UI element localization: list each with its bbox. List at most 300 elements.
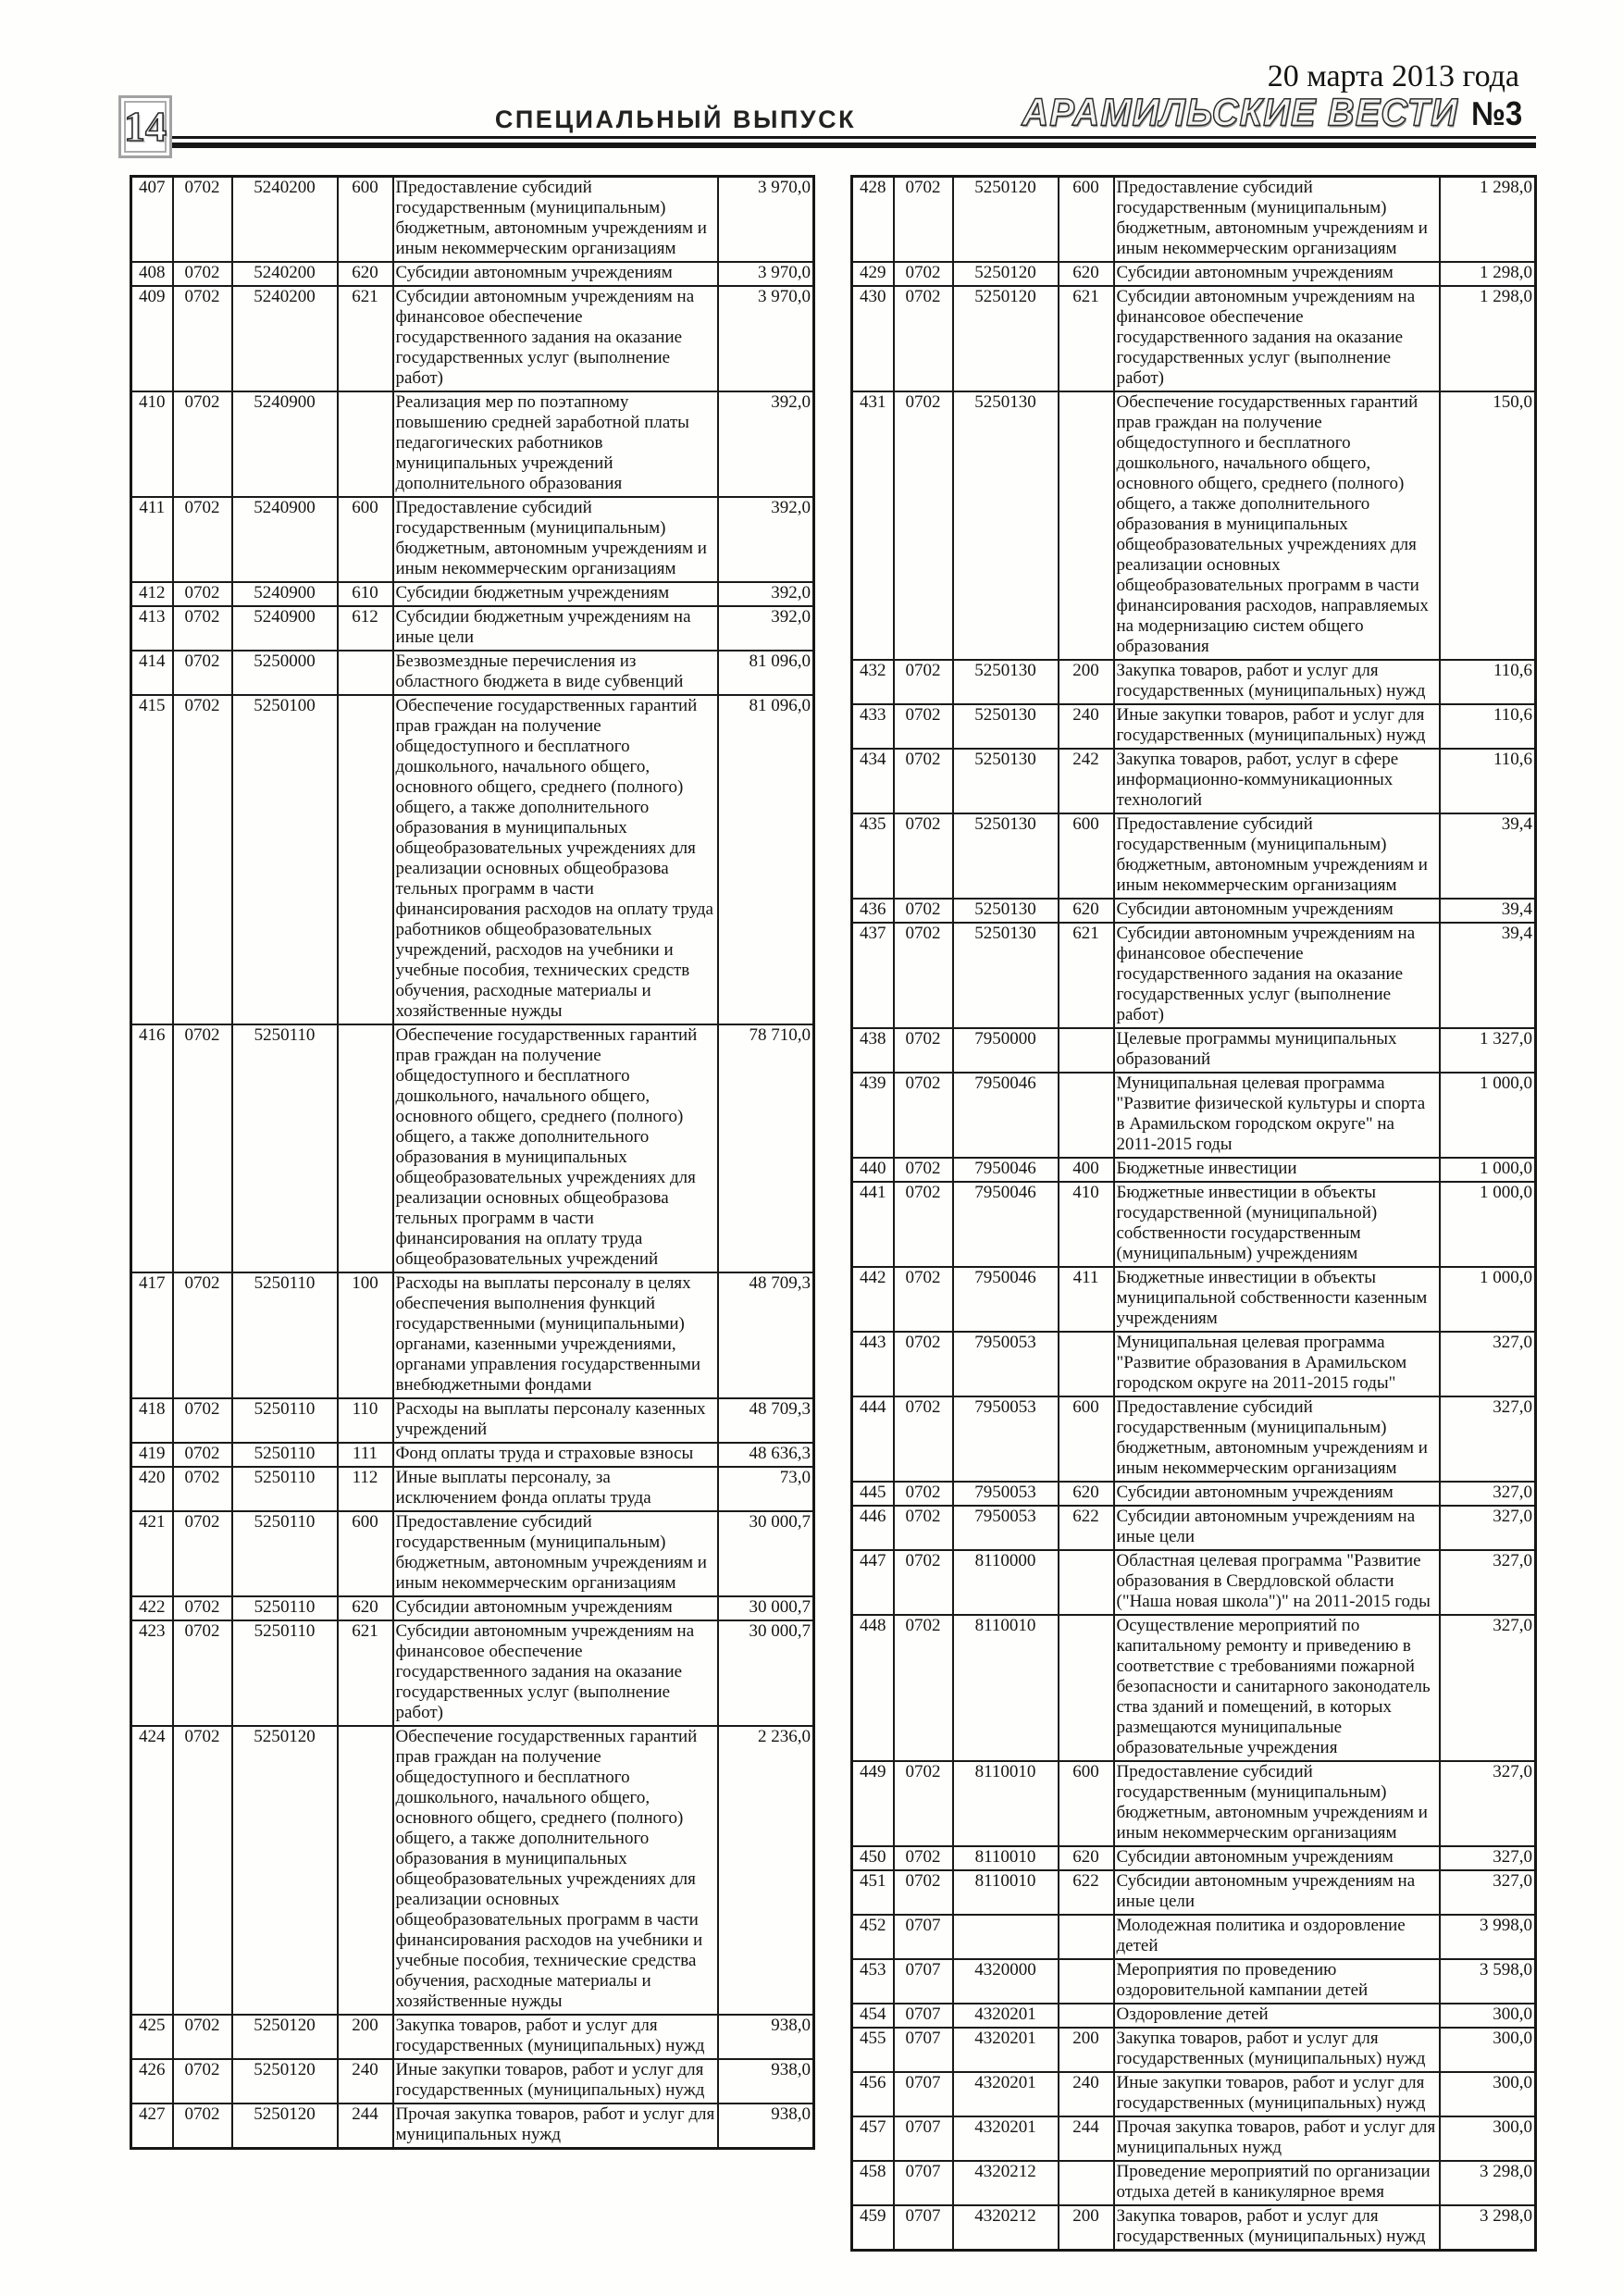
expense-type-code: 600 <box>1059 1761 1114 1846</box>
expense-type-code <box>338 695 393 1024</box>
expense-type-code: 600 <box>1059 1396 1114 1482</box>
amount: 392,0 <box>718 606 814 651</box>
target-article-code: 4320201 <box>953 2004 1059 2028</box>
table-row <box>852 1332 1536 1396</box>
row-number: 454 <box>852 2004 894 2028</box>
amount: 327,0 <box>1440 1506 1536 1550</box>
table-row <box>131 497 814 582</box>
table-row <box>852 2205 1536 2251</box>
expense-type-code: 600 <box>1059 813 1114 899</box>
amount: 3 598,0 <box>1440 1959 1536 2004</box>
target-article-code: 5240900 <box>232 391 338 497</box>
amount: 1 000,0 <box>1440 1158 1536 1182</box>
expense-name: Прочая закупка товаров, работ и услуг для муниципальных нужд <box>393 2104 718 2149</box>
table-row <box>852 1846 1536 1870</box>
row-number: 428 <box>852 177 894 263</box>
row-number: 453 <box>852 1959 894 2004</box>
target-article-code: 5240200 <box>232 177 338 263</box>
target-article-code: 7950046 <box>953 1158 1059 1182</box>
table-row <box>852 391 1536 660</box>
expense-type-code: 620 <box>338 262 393 286</box>
expense-name: Иные закупки товаров, работ и услуг для государственных (муниципальных) нужд <box>1114 2072 1440 2116</box>
section-code: 0702 <box>894 704 953 749</box>
section-code: 0702 <box>894 1396 953 1482</box>
expense-name: Субсидии бюджетным учреждениям <box>393 582 718 606</box>
expense-type-code: 200 <box>1059 2028 1114 2072</box>
amount: 938,0 <box>718 2104 814 2149</box>
section-code: 0702 <box>894 286 953 391</box>
amount: 81 096,0 <box>718 651 814 695</box>
row-number: 420 <box>131 1467 173 1511</box>
target-article-code: 5250130 <box>953 899 1059 923</box>
row-number: 446 <box>852 1506 894 1550</box>
section-code: 0702 <box>894 1332 953 1396</box>
table-row <box>131 1024 814 1272</box>
row-number: 441 <box>852 1182 894 1267</box>
target-article-code: 5250110 <box>232 1398 338 1443</box>
expense-name: Мероприятия по проведению оздоровительной кампании детей <box>1114 1959 1440 2004</box>
target-article-code: 7950046 <box>953 1267 1059 1332</box>
expense-type-code <box>1059 1028 1114 1073</box>
header-rule <box>169 136 1536 148</box>
amount: 30 000,7 <box>718 1620 814 1726</box>
expense-type-code: 620 <box>1059 262 1114 286</box>
expense-type-code: 610 <box>338 582 393 606</box>
row-number: 437 <box>852 923 894 1028</box>
page-number-inner-frame <box>124 101 167 153</box>
section-title: СПЕЦИАЛЬНЫЙ ВЫПУСК <box>494 105 857 133</box>
table-row <box>131 651 814 695</box>
expense-type-code: 622 <box>1059 1870 1114 1915</box>
section-code: 0702 <box>894 1846 953 1870</box>
table-row <box>852 1396 1536 1482</box>
expense-type-code: 200 <box>1059 2205 1114 2251</box>
amount: 48 709,3 <box>718 1398 814 1443</box>
expense-name: Иные закупки товаров, работ и услуг для государственных (муниципальных) нужд <box>1114 704 1440 749</box>
table-row <box>852 177 1536 263</box>
section-code: 0702 <box>894 813 953 899</box>
expense-type-code: 100 <box>338 1272 393 1398</box>
section-code: 0702 <box>173 2015 232 2059</box>
section-code: 0707 <box>894 2205 953 2251</box>
expense-type-code: 621 <box>1059 923 1114 1028</box>
budget-table-left-column <box>130 175 815 2150</box>
table-row <box>131 1620 814 1726</box>
target-article-code: 5250130 <box>953 660 1059 704</box>
target-article-code: 4320212 <box>953 2161 1059 2205</box>
amount: 300,0 <box>1440 2072 1536 2116</box>
amount: 300,0 <box>1440 2004 1536 2028</box>
amount: 110,6 <box>1440 704 1536 749</box>
table-row <box>852 1182 1536 1267</box>
expense-name: Субсидии автономным учреждениям на финансовое обеспечение государственного задания на оказание государственных услуг (выполнение работ) <box>1114 286 1440 391</box>
expense-type-code: 240 <box>1059 704 1114 749</box>
amount: 1 000,0 <box>1440 1267 1536 1332</box>
expense-name: Безвозмездные перечисления из областного бюджета в виде субвенций <box>393 651 718 695</box>
expense-type-code: 621 <box>1059 286 1114 391</box>
table-row <box>131 2059 814 2104</box>
section-code: 0707 <box>894 2161 953 2205</box>
target-article-code: 5250110 <box>232 1467 338 1511</box>
amount: 1 298,0 <box>1440 262 1536 286</box>
row-number: 415 <box>131 695 173 1024</box>
table-row <box>852 749 1536 813</box>
section-code: 0702 <box>173 1398 232 1443</box>
expense-type-code <box>338 1726 393 2015</box>
section-code: 0707 <box>894 2004 953 2028</box>
target-article-code: 5250120 <box>953 262 1059 286</box>
expense-name: Реализация мер по поэтапному повышению средней заработной платы педагогических работников муниципальных учреждений дополнительного образования <box>393 391 718 497</box>
expense-type-code: 620 <box>1059 1482 1114 1506</box>
row-number: 445 <box>852 1482 894 1506</box>
target-article-code <box>953 1915 1059 1959</box>
section-code: 0702 <box>173 1272 232 1398</box>
section-code: 0702 <box>173 1726 232 2015</box>
amount: 3 298,0 <box>1440 2161 1536 2205</box>
issue-date: 20 марта 2013 года <box>1267 59 1519 93</box>
amount: 327,0 <box>1440 1761 1536 1846</box>
section-code: 0702 <box>173 651 232 695</box>
target-article-code: 8110010 <box>953 1615 1059 1761</box>
expense-type-code <box>1059 1615 1114 1761</box>
section-code: 0707 <box>894 1959 953 2004</box>
target-article-code: 5250110 <box>232 1620 338 1726</box>
expense-name: Оздоровление детей <box>1114 2004 1440 2028</box>
table-row <box>852 1073 1536 1158</box>
target-article-code: 5250120 <box>232 1726 338 2015</box>
expense-name: Предоставление субсидий государственным (муниципальным) бюджетным, автономным учреждениям и иным некоммерческим организациям <box>1114 1396 1440 1482</box>
section-code: 0702 <box>173 582 232 606</box>
section-code: 0702 <box>173 391 232 497</box>
table-row <box>131 695 814 1024</box>
row-number: 447 <box>852 1550 894 1615</box>
amount: 30 000,7 <box>718 1511 814 1596</box>
section-code: 0702 <box>173 695 232 1024</box>
section-code: 0702 <box>894 391 953 660</box>
row-number: 452 <box>852 1915 894 1959</box>
amount: 300,0 <box>1440 2116 1536 2161</box>
amount: 81 096,0 <box>718 695 814 1024</box>
section-code: 0707 <box>894 2072 953 2116</box>
table-row <box>852 286 1536 391</box>
expense-type-code <box>1059 2161 1114 2205</box>
row-number: 456 <box>852 2072 894 2116</box>
row-number: 412 <box>131 582 173 606</box>
expense-name: Муниципальная целевая программа "Развитие образования в Арамильском городском округе на 2011-2015 годы" <box>1114 1332 1440 1396</box>
amount: 327,0 <box>1440 1482 1536 1506</box>
section-code: 0702 <box>894 1182 953 1267</box>
target-article-code: 5250130 <box>953 391 1059 660</box>
amount: 392,0 <box>718 391 814 497</box>
row-number: 435 <box>852 813 894 899</box>
expense-name: Предоставление субсидий государственным (муниципальным) бюджетным, автономным учреждениям и иным некоммерческим организациям <box>1114 177 1440 263</box>
expense-type-code: 111 <box>338 1443 393 1467</box>
row-number: 455 <box>852 2028 894 2072</box>
table-row <box>131 1443 814 1467</box>
row-number: 440 <box>852 1158 894 1182</box>
row-number: 442 <box>852 1267 894 1332</box>
table-row <box>131 262 814 286</box>
target-article-code: 7950053 <box>953 1506 1059 1550</box>
amount: 327,0 <box>1440 1396 1536 1482</box>
expense-name: Субсидии автономным учреждениям на финансовое обеспечение государственного задания на оказание государственных услуг (выполнение работ) <box>1114 923 1440 1028</box>
expense-type-code <box>1059 1915 1114 1959</box>
expense-name: Субсидии бюджетным учреждениям на иные цели <box>393 606 718 651</box>
expense-name: Предоставление субсидий государственным (муниципальным) бюджетным, автономным учреждениям и иным некоммерческим организациям <box>1114 813 1440 899</box>
row-number: 436 <box>852 899 894 923</box>
table-row <box>852 1761 1536 1846</box>
section-code: 0707 <box>894 2028 953 2072</box>
table-row <box>131 582 814 606</box>
section-code: 0702 <box>894 660 953 704</box>
amount: 938,0 <box>718 2015 814 2059</box>
expense-type-code <box>338 1024 393 1272</box>
target-article-code: 8110000 <box>953 1550 1059 1615</box>
row-number: 410 <box>131 391 173 497</box>
row-number: 418 <box>131 1398 173 1443</box>
target-article-code: 5250110 <box>232 1511 338 1596</box>
section-code: 0702 <box>173 1467 232 1511</box>
target-article-code: 7950053 <box>953 1482 1059 1506</box>
target-article-code: 4320201 <box>953 2072 1059 2116</box>
table-row <box>852 1915 1536 1959</box>
target-article-code: 5250130 <box>953 749 1059 813</box>
table-row <box>852 1158 1536 1182</box>
expense-name: Закупка товаров, работ и услуг для государственных (муниципальных) нужд <box>393 2015 718 2059</box>
expense-name: Субсидии автономным учреждениям на иные цели <box>1114 1870 1440 1915</box>
row-number: 421 <box>131 1511 173 1596</box>
table-row <box>852 704 1536 749</box>
expense-type-code: 411 <box>1059 1267 1114 1332</box>
amount: 78 710,0 <box>718 1024 814 1272</box>
table-row <box>131 1511 814 1596</box>
amount: 3 970,0 <box>718 286 814 391</box>
target-article-code: 5250120 <box>953 286 1059 391</box>
row-number: 438 <box>852 1028 894 1073</box>
row-number: 429 <box>852 262 894 286</box>
section-code: 0702 <box>894 749 953 813</box>
target-article-code: 4320212 <box>953 2205 1059 2251</box>
row-number: 419 <box>131 1443 173 1467</box>
table-row <box>852 2004 1536 2028</box>
section-code: 0702 <box>173 286 232 391</box>
amount: 392,0 <box>718 497 814 582</box>
table-row <box>131 1272 814 1398</box>
row-number: 411 <box>131 497 173 582</box>
section-code: 0702 <box>173 2059 232 2104</box>
expense-name: Предоставление субсидий государственным (муниципальным) бюджетным, автономным учреждениям и иным некоммерческим организациям <box>393 177 718 263</box>
row-number: 414 <box>131 651 173 695</box>
table-row <box>131 177 814 263</box>
table-row <box>852 1959 1536 2004</box>
section-code: 0702 <box>894 923 953 1028</box>
expense-name: Иные закупки товаров, работ и услуг для государственных (муниципальных) нужд <box>393 2059 718 2104</box>
amount: 327,0 <box>1440 1550 1536 1615</box>
section-code: 0702 <box>173 1620 232 1726</box>
section-code: 0702 <box>894 177 953 263</box>
expense-type-code: 200 <box>1059 660 1114 704</box>
expense-name: Расходы на выплаты персоналу в целях обеспечения выполнения функций государственными (муниципальными) органами, казенными учреждениями, органами управления государственными внебюджетными фондами <box>393 1272 718 1398</box>
row-number: 430 <box>852 286 894 391</box>
expense-type-code <box>1059 2004 1114 2028</box>
section-code: 0702 <box>894 262 953 286</box>
target-article-code: 7950046 <box>953 1182 1059 1267</box>
expense-type-code: 110 <box>338 1398 393 1443</box>
amount: 1 000,0 <box>1440 1073 1536 1158</box>
target-article-code: 5250100 <box>232 695 338 1024</box>
amount: 1 000,0 <box>1440 1182 1536 1267</box>
expense-name: Закупка товаров, работ и услуг для государственных (муниципальных) нужд <box>1114 660 1440 704</box>
table-row <box>131 606 814 651</box>
target-article-code: 5250110 <box>232 1443 338 1467</box>
expense-type-code: 410 <box>1059 1182 1114 1267</box>
section-code: 0707 <box>894 2116 953 2161</box>
page-number-box <box>118 95 172 158</box>
expense-type-code <box>1059 1550 1114 1615</box>
table-row <box>131 2015 814 2059</box>
row-number: 434 <box>852 749 894 813</box>
expense-name: Субсидии автономным учреждениям <box>393 1596 718 1620</box>
expense-name: Иные выплаты персоналу, за исключением фонда оплаты труда <box>393 1467 718 1511</box>
table-row <box>852 1870 1536 1915</box>
expense-name: Закупка товаров, работ и услуг для государственных (муниципальных) нужд <box>1114 2028 1440 2072</box>
row-number: 433 <box>852 704 894 749</box>
row-number: 427 <box>131 2104 173 2149</box>
table-row <box>852 2161 1536 2205</box>
expense-type-code <box>338 651 393 695</box>
expense-type-code: 600 <box>338 1511 393 1596</box>
target-article-code: 4320201 <box>953 2116 1059 2161</box>
section-code: 0702 <box>894 1615 953 1761</box>
section-code: 0702 <box>894 1158 953 1182</box>
expense-name: Расходы на выплаты персоналу казенных учреждений <box>393 1398 718 1443</box>
section-code: 0702 <box>173 1024 232 1272</box>
expense-name: Областная целевая программа "Развитие образования в Свердловской области ("Наша новая школа")" на 2011-2015 годы <box>1114 1550 1440 1615</box>
budget-table-right <box>850 175 1537 2252</box>
target-article-code: 5250130 <box>953 813 1059 899</box>
row-number: 444 <box>852 1396 894 1482</box>
amount: 39,4 <box>1440 923 1536 1028</box>
amount: 48 636,3 <box>718 1443 814 1467</box>
row-number: 432 <box>852 660 894 704</box>
expense-name: Закупка товаров, работ и услуг для государственных (муниципальных) нужд <box>1114 2205 1440 2251</box>
target-article-code: 7950053 <box>953 1396 1059 1482</box>
budget-table-left <box>130 175 815 2150</box>
expense-type-code: 244 <box>1059 2116 1114 2161</box>
expense-name: Субсидии автономным учреждениям <box>393 262 718 286</box>
section-code: 0702 <box>173 262 232 286</box>
expense-name: Обеспечение государственных гарантий прав граждан на получение общедоступного и бесплатного дошкольного, начального общего, основного общего, среднего (полного) общего, а также дополнительного образования в муниципальных общеобразовательных учреждениях для реализации основных общеобразовательных программ в части финансирования расходов, направляемых на модернизацию систем общего образования <box>1114 391 1440 660</box>
expense-name: Осуществление мероприятий по капитальному ремонту и приведению в соответствие с требованиями пожарной безопасности и санитарного законодатель ства зданий и помещений, в которых размещаются муниципальные образовательные учреждения <box>1114 1615 1440 1761</box>
expense-name: Молодежная политика и оздоровление детей <box>1114 1915 1440 1959</box>
target-article-code: 5250110 <box>232 1272 338 1398</box>
masthead-line <box>1022 91 1527 135</box>
amount: 2 236,0 <box>718 1726 814 2015</box>
amount: 1 327,0 <box>1440 1028 1536 1073</box>
section-code: 0702 <box>173 1443 232 1467</box>
section-code: 0702 <box>894 1482 953 1506</box>
section-code: 0702 <box>894 1267 953 1332</box>
table-row <box>131 1596 814 1620</box>
section-code: 0702 <box>173 497 232 582</box>
amount: 110,6 <box>1440 749 1536 813</box>
expense-type-code: 600 <box>338 177 393 263</box>
expense-name: Предоставление субсидий государственным (муниципальным) бюджетным, автономным учреждениям и иным некоммерческим организациям <box>393 497 718 582</box>
expense-type-code: 620 <box>1059 1846 1114 1870</box>
target-article-code: 5240900 <box>232 582 338 606</box>
row-number: 417 <box>131 1272 173 1398</box>
row-number: 457 <box>852 2116 894 2161</box>
target-article-code: 7950046 <box>953 1073 1059 1158</box>
target-article-code: 5250000 <box>232 651 338 695</box>
row-number: 450 <box>852 1846 894 1870</box>
table-row <box>852 1615 1536 1761</box>
expense-name: Проведение мероприятий по организации отдыха детей в каникулярное время <box>1114 2161 1440 2205</box>
target-article-code: 5240200 <box>232 262 338 286</box>
table-row <box>852 2028 1536 2072</box>
expense-name: Закупка товаров, работ, услуг в сфере информационно-коммуникационных технологий <box>1114 749 1440 813</box>
target-article-code: 5250130 <box>953 923 1059 1028</box>
row-number: 443 <box>852 1332 894 1396</box>
table-row <box>852 1267 1536 1332</box>
target-article-code: 5250110 <box>232 1596 338 1620</box>
expense-name: Субсидии автономным учреждениям <box>1114 1482 1440 1506</box>
row-number: 408 <box>131 262 173 286</box>
expense-type-code: 200 <box>338 2015 393 2059</box>
table-row <box>131 1398 814 1443</box>
target-article-code: 7950000 <box>953 1028 1059 1073</box>
row-number: 451 <box>852 1870 894 1915</box>
amount: 3 298,0 <box>1440 2205 1536 2251</box>
amount: 1 298,0 <box>1440 286 1536 391</box>
target-article-code: 5240900 <box>232 606 338 651</box>
row-number: 431 <box>852 391 894 660</box>
amount: 150,0 <box>1440 391 1536 660</box>
row-number: 459 <box>852 2205 894 2251</box>
expense-name: Субсидии автономным учреждениям <box>1114 262 1440 286</box>
expense-type-code: 620 <box>1059 899 1114 923</box>
section-code: 0702 <box>894 1550 953 1615</box>
expense-name: Фонд оплаты труда и страховые взносы <box>393 1443 718 1467</box>
target-article-code: 4320201 <box>953 2028 1059 2072</box>
section-code: 0702 <box>173 1596 232 1620</box>
expense-type-code <box>338 391 393 497</box>
table-row <box>852 660 1536 704</box>
section-code: 0702 <box>173 606 232 651</box>
table-row <box>131 1726 814 2015</box>
section-code: 0702 <box>173 2104 232 2149</box>
table-row <box>131 1467 814 1511</box>
amount: 300,0 <box>1440 2028 1536 2072</box>
expense-name: Бюджетные инвестиции <box>1114 1158 1440 1182</box>
row-number: 448 <box>852 1615 894 1761</box>
expense-type-code: 622 <box>1059 1506 1114 1550</box>
amount: 327,0 <box>1440 1846 1536 1870</box>
row-number: 449 <box>852 1761 894 1846</box>
table-row <box>852 923 1536 1028</box>
row-number: 407 <box>131 177 173 263</box>
row-number: 458 <box>852 2161 894 2205</box>
row-number: 416 <box>131 1024 173 1272</box>
expense-name: Предоставление субсидий государственным (муниципальным) бюджетным, автономным учреждениям и иным некоммерческим организациям <box>1114 1761 1440 1846</box>
expense-type-code: 600 <box>338 497 393 582</box>
expense-name: Обеспечение государственных гарантий прав граждан на получение общедоступного и бесплатного дошкольного, начального общего, основного общего, среднего (полного) общего, а также дополнительного образования в муниципальных общеобразовательных учреждениях для реализации основных общеобразовательных программ в части финансирования расходов на учебники и учебные пособия, технические средства обучения, расходные материалы и хозяйственные нужды <box>393 1726 718 2015</box>
table-row <box>131 286 814 391</box>
amount: 327,0 <box>1440 1332 1536 1396</box>
expense-type-code: 240 <box>1059 2072 1114 2116</box>
expense-name: Предоставление субсидий государственным (муниципальным) бюджетным, автономным учреждениям и иным некоммерческим организациям <box>393 1511 718 1596</box>
amount: 3 970,0 <box>718 177 814 263</box>
